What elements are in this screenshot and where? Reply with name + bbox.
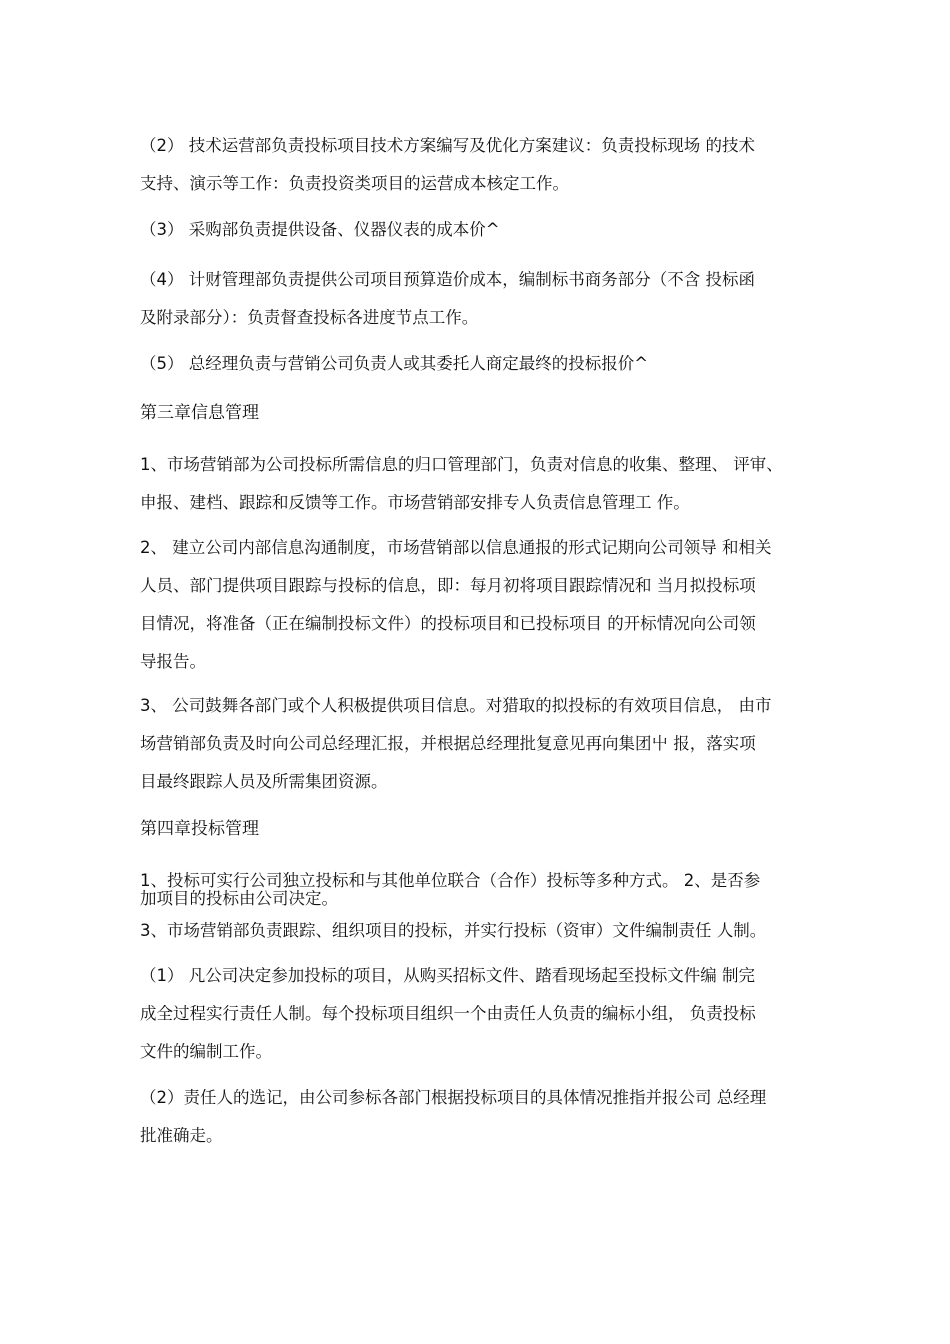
text-line: 及附录部分）：负责督查投标各进度节点工作。	[140, 308, 479, 327]
text-line: 加项目的投标由公司决定。	[140, 889, 338, 908]
paragraph-finance	[140, 261, 820, 337]
paragraph-ch4-item-3	[140, 912, 820, 950]
paragraph-general-manager	[140, 345, 820, 383]
text-line: 文件的编制工作。	[140, 1042, 272, 1061]
text-line: 1、投标可实行公司独立投标和与其他单位联合（合作）投标等多种方式。 2、是否参	[140, 871, 761, 890]
paragraph-ch3-item-2	[140, 529, 820, 681]
chapter-4-heading: 第四章投标管理	[140, 819, 259, 839]
paragraph-ch3-item-1	[140, 446, 820, 522]
text-line: 2、 建立公司内部信息沟通制度，市场营销部以信息通报的形式记期向公司领导 和相关	[140, 538, 772, 557]
text-line: （5） 总经理负责与营销公司负责人或其委托人商定最终的投标报价^	[140, 354, 649, 373]
paragraph-ch4-items-1-2	[140, 872, 820, 908]
paragraph-technical-operations	[140, 127, 820, 203]
text-line: 人员、部门提供项目跟踪与投标的信息，即：每月初将项目跟踪情况和 当月拟投标项	[140, 576, 756, 595]
text-line: （2）责任人的选记，由公司参标各部门根据投标项目的具体情况推指并报公司 总经理	[140, 1088, 767, 1107]
text-line: （2） 技术运营部负责投标项目技术方案编写及优化方案建议：负责投标现场 的技术	[140, 136, 755, 155]
text-line: 3、 公司鼓舞各部门或个人积极提供项目信息。对猎取的拟投标的有效项目信息， 由市	[140, 696, 772, 715]
text-line: 目最终跟踪人员及所需集团资源。	[140, 772, 388, 791]
text-line: 成全过程实行责任人制。每个投标项目组织一个由责任人负责的编标小组， 负责投标	[140, 1004, 756, 1023]
text-line: 1、市场营销部为公司投标所需信息的归口管理部门，负责对信息的收集、整理、 评审、	[140, 455, 783, 474]
text-line: 批准确走。	[140, 1126, 223, 1145]
text-line: 申报、建档、跟踪和反馈等工作。市场营销部安排专人负责信息管理工 作。	[140, 493, 690, 512]
text-line: 支持、演示等工作：负责投资类项目的运营成本核定工作。	[140, 174, 569, 193]
text-line: 3、市场营销部负责跟踪、组织项目的投标，并实行投标（资审）文件编制责任 人制。	[140, 921, 767, 940]
text-line: （4） 计财管理部负责提供公司项目预算造价成本，编制标书商务部分（不含 投标函	[140, 270, 755, 289]
text-line: 场营销部负责及时向公司总经理汇报，并根据总经理批复意见再向集团屮 报，落实项	[140, 734, 756, 753]
text-line: （3） 采购部负责提供设备、仪器仪表的成本价^	[140, 220, 500, 239]
text-line: （1） 凡公司决定参加投标的项目，从购买招标文件、踏看现场起至投标文件编 制完	[140, 966, 755, 985]
paragraph-purchasing	[140, 211, 820, 249]
text-line: 目情况，将准备（正在编制投标文件）的投标项目和已投标项目 的开标情况向公司领	[140, 614, 756, 633]
text-line: 导报告。	[140, 652, 206, 671]
paragraph-ch3-item-3	[140, 687, 820, 801]
paragraph-ch4-sub-1	[140, 957, 820, 1071]
paragraph-ch4-sub-2	[140, 1079, 820, 1155]
chapter-3-heading: 第三章信息管理	[140, 403, 259, 423]
